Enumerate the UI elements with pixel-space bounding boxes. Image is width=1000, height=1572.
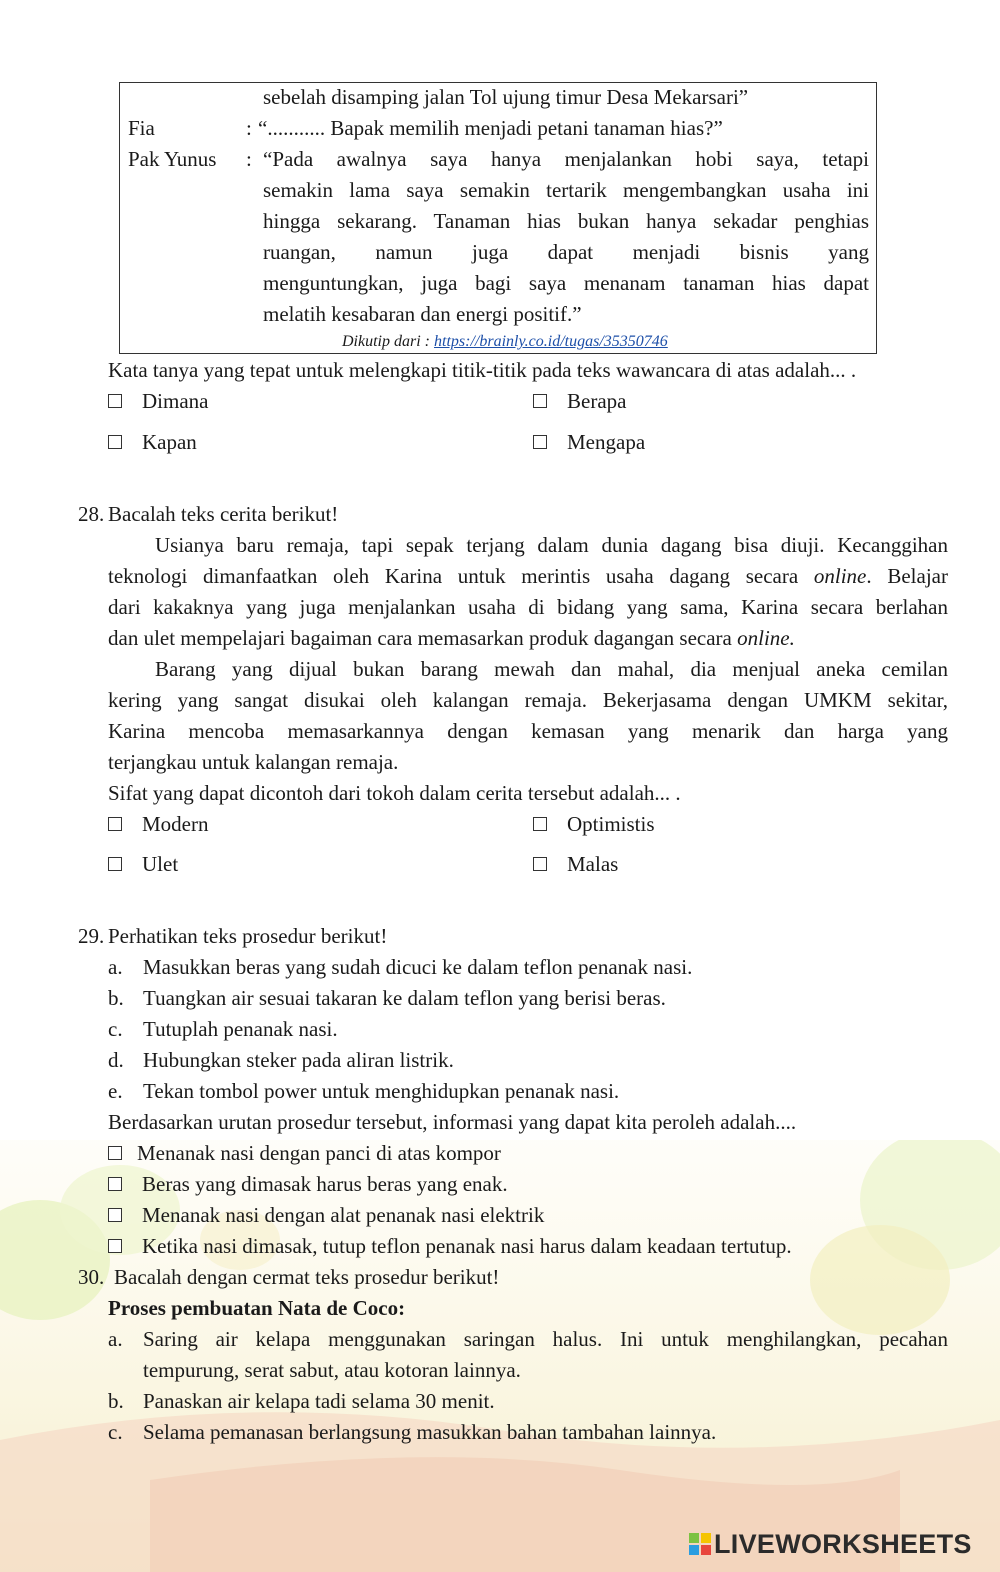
checkbox[interactable] bbox=[108, 857, 122, 871]
q27-option[interactable] bbox=[108, 386, 208, 417]
colon: : bbox=[246, 116, 252, 140]
q29-option[interactable] bbox=[108, 1138, 501, 1169]
q28-option[interactable] bbox=[108, 809, 209, 840]
option-label: Kapan bbox=[142, 430, 197, 454]
checkbox[interactable] bbox=[108, 1208, 122, 1222]
q27-question: Kata tanya yang tepat untuk melengkapi titik-titik pada teks wawancara di atas adalah... . bbox=[108, 358, 857, 382]
option-label: Malas bbox=[567, 852, 619, 876]
q29-prompt: Perhatikan teks prosedur berikut! bbox=[108, 924, 388, 948]
step-label: b. bbox=[108, 986, 124, 1010]
step-label: b. bbox=[108, 1389, 124, 1413]
q27-option[interactable] bbox=[108, 427, 197, 458]
option-label: Mengapa bbox=[567, 430, 646, 454]
story-line: dari kakaknya yang juga menjalankan usaha di bidang yang sama, Karina secara berlahan bbox=[108, 595, 948, 619]
q28-prompt: Bacalah teks cerita berikut! bbox=[108, 502, 339, 526]
answer-line: melatih kesabaran dan energi positif.” bbox=[263, 302, 582, 326]
step-text: Tutuplah penanak nasi. bbox=[143, 1017, 338, 1041]
checkbox[interactable] bbox=[108, 394, 122, 408]
checkbox[interactable] bbox=[108, 1146, 122, 1160]
liveworksheets-logo[interactable] bbox=[689, 1526, 972, 1562]
checkbox[interactable] bbox=[108, 435, 122, 449]
story-line: kering yang sangat disukai oleh kalangan remaja. Bekerjasama dengan UMKM sekitar, bbox=[108, 688, 948, 712]
citation-link[interactable]: https://brainly.co.id/tugas/35350746 bbox=[434, 333, 668, 350]
step-label: c. bbox=[108, 1017, 123, 1041]
checkbox[interactable] bbox=[533, 394, 547, 408]
answer-line: ruangan, namun juga dapat menjadi bisnis yang bbox=[263, 240, 869, 264]
step-text: tempurung, serat sabut, atau kotoran lainnya. bbox=[143, 1358, 521, 1382]
answer-line: semakin lama saya semakin tertarik mengembangkan usaha ini bbox=[263, 178, 869, 202]
story-line: Barang yang dijual bukan barang mewah dan mahal, dia menjual aneka cemilan bbox=[155, 657, 948, 681]
checkbox[interactable] bbox=[533, 857, 547, 871]
story-line: Karina mencoba memasarkannya dengan kemasan yang menarik dan harga yang bbox=[108, 719, 948, 743]
q29-number: 29. bbox=[78, 924, 105, 948]
option-label: Optimistis bbox=[567, 812, 655, 836]
q28-option[interactable] bbox=[533, 809, 655, 840]
q29-option[interactable] bbox=[108, 1200, 544, 1231]
answer-line: hingga sekarang. Tanaman hias bukan hanya sekadar penghias bbox=[263, 209, 869, 233]
option-label: Ketika nasi dimasak, tutup teflon penanak nasi harus dalam keadaan tertutup. bbox=[142, 1234, 792, 1258]
brand-name: LIVEWORKSHEETS bbox=[714, 1528, 972, 1559]
answer-line: menguntungkan, juga bagi saya menanam tanaman hias dapat bbox=[263, 271, 869, 295]
q28-number: 28. bbox=[78, 502, 105, 526]
story-line: Usianya baru remaja, tapi sepak terjang dalam dunia dagang bisa diuji. Kecanggihan bbox=[155, 533, 948, 557]
step-text: Masukkan beras yang sudah dicuci ke dalam teflon penanak nasi. bbox=[143, 955, 693, 979]
checkbox[interactable] bbox=[533, 435, 547, 449]
option-label: Modern bbox=[142, 812, 209, 836]
liveworksheets-logo-icon bbox=[689, 1533, 711, 1555]
q27-option[interactable] bbox=[533, 427, 645, 458]
option-label: Menanak nasi dengan panci di atas kompor bbox=[137, 1141, 501, 1165]
speaker-fia: Fia bbox=[128, 116, 155, 140]
q27-option[interactable] bbox=[533, 386, 626, 417]
step-label: a. bbox=[108, 955, 123, 979]
q30-prompt: Bacalah dengan cermat teks prosedur berikut! bbox=[114, 1265, 500, 1289]
option-label: Berapa bbox=[567, 389, 627, 413]
step-text: Tekan tombol power untuk menghidupkan penanak nasi. bbox=[143, 1079, 620, 1103]
step-text: Saring air kelapa menggunakan saringan halus. Ini untuk menghilangkan, pecahan bbox=[143, 1327, 948, 1351]
q28-option[interactable] bbox=[533, 849, 618, 880]
step-label: d. bbox=[108, 1048, 124, 1072]
step-text: Selama pemanasan berlangsung masukkan bahan tambahan lainnya. bbox=[143, 1420, 717, 1444]
story-line: terjangkau untuk kalangan remaja. bbox=[108, 750, 399, 774]
story-line: dan ulet mempelajari bagaiman cara memasarkan produk dagangan secara online. bbox=[108, 626, 795, 650]
q29-question: Berdasarkan urutan prosedur tersebut, informasi yang dapat kita peroleh adalah.... bbox=[108, 1110, 797, 1134]
story-line: teknologi dimanfaatkan oleh Karina untuk merintis usaha dagang secara online. Belajar bbox=[108, 564, 948, 588]
option-label: Ulet bbox=[142, 852, 179, 876]
option-label: Dimana bbox=[142, 389, 209, 413]
q30-heading: Proses pembuatan Nata de Coco: bbox=[108, 1296, 406, 1320]
step-text: Tuangkan air sesuai takaran ke dalam teflon yang berisi beras. bbox=[143, 986, 666, 1010]
option-label: Beras yang dimasak harus beras yang enak. bbox=[142, 1172, 508, 1196]
interview-question-line: “........... Bapak memilih menjadi petani tanaman hias?” bbox=[258, 116, 723, 140]
option-label: Menanak nasi dengan alat penanak nasi elektrik bbox=[142, 1203, 545, 1227]
checkbox[interactable] bbox=[533, 817, 547, 831]
q28-question: Sifat yang dapat dicontoh dari tokoh dalam cerita tersebut adalah... . bbox=[108, 781, 681, 805]
citation-prefix: Dikutip dari : bbox=[342, 333, 434, 350]
colon: : bbox=[246, 147, 252, 171]
step-label: c. bbox=[108, 1420, 123, 1444]
q29-option[interactable] bbox=[108, 1169, 508, 1200]
step-label: a. bbox=[108, 1327, 123, 1351]
q30-number: 30. bbox=[78, 1265, 105, 1289]
step-text: Panaskan air kelapa tadi selama 30 menit. bbox=[143, 1389, 495, 1413]
q29-option[interactable] bbox=[108, 1231, 792, 1262]
step-text: Hubungkan steker pada aliran listrik. bbox=[143, 1048, 454, 1072]
checkbox[interactable] bbox=[108, 1239, 122, 1253]
step-label: e. bbox=[108, 1079, 123, 1103]
interview-line: sebelah disamping jalan Tol ujung timur Desa Mekarsari” bbox=[263, 85, 749, 109]
checkbox[interactable] bbox=[108, 817, 122, 831]
checkbox[interactable] bbox=[108, 1177, 122, 1191]
citation bbox=[342, 331, 668, 353]
q28-option[interactable] bbox=[108, 849, 178, 880]
speaker-pak-yunus: Pak Yunus bbox=[128, 147, 217, 171]
answer-line: “Pada awalnya saya hanya menjalankan hobi saya, tetapi bbox=[263, 147, 869, 171]
